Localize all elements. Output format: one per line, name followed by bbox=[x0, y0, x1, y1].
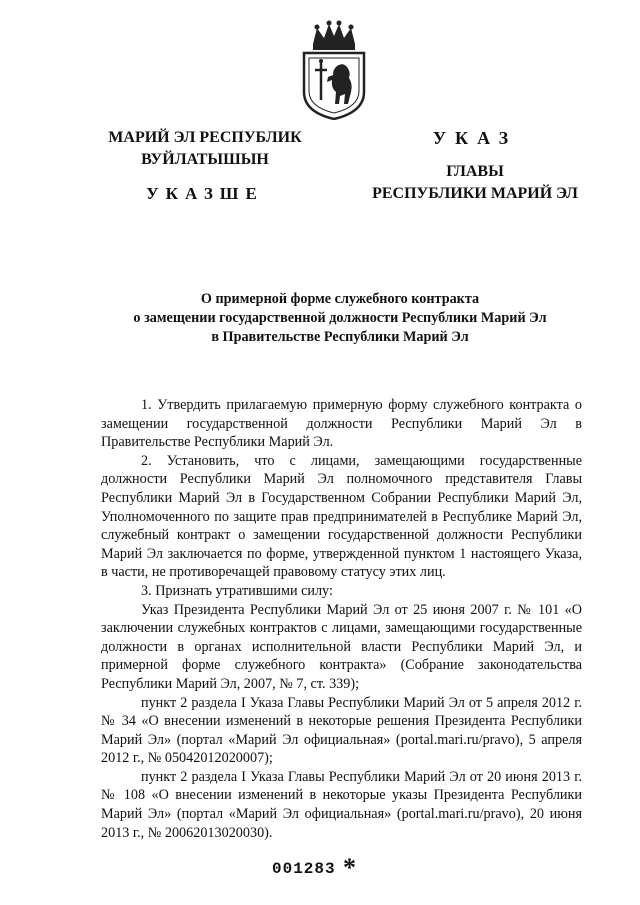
header-right-line3: РЕСПУБЛИКИ МАРИЙ ЭЛ bbox=[372, 185, 578, 202]
decree-title-line2: о замещении государственной должности Республики Марий Эл bbox=[133, 310, 547, 326]
decree-title-line3: в Правительстве Республики Марий Эл bbox=[211, 329, 469, 345]
paragraph-5: пункт 2 раздела I Указа Главы Республики Марий Эл от 5 апреля 2012 г. № 34 «О внесении изменений в некоторые решения Президента Республики Марий Эл» (портал «Марий Эл официальная» (portal.mari.ru/pravo), 5 апреля 2012 г., № 05042012020007); bbox=[101, 694, 582, 767]
paragraph-2: 2. Установить, что с лицами, замещающими государственные должности Республики Марий Эл полномочного представителя Главы Республики Марий Эл в Государственном Собрании Республики Марий Эл, Уполномоченного по защите прав предпринимателей в Республике Марий Эл, служебный контракт о замещении государственной должности Республики Марий Эл заключается по форме, утвержденной пунктом 1 настоящего Указа, в части, не противоречащей правовому статусу этих лиц. bbox=[101, 452, 582, 581]
header-left-line2: ВУЙЛАТЫШЫН bbox=[141, 151, 269, 168]
decree-title-line1: О примерной форме служебного контракта bbox=[200, 291, 480, 307]
header-left-title: УКАЗШЕ bbox=[146, 184, 264, 203]
mari-el-coat-of-arms-icon bbox=[299, 20, 369, 120]
star-mark: * bbox=[343, 853, 356, 882]
paragraph-1: 1. Утвердить прилагаемую примерную форму служебного контракта о замещении государственной должности Республики Марий Эл в Правительстве Республики Марий Эл. bbox=[101, 397, 582, 451]
header-right-block bbox=[360, 127, 590, 205]
header-left-line1: МАРИЙ ЭЛ РЕСПУБЛИК bbox=[108, 129, 302, 146]
header-right-line2: ГЛАВЫ bbox=[446, 163, 504, 180]
header-left-block bbox=[100, 127, 310, 205]
header-right-title: УКАЗ bbox=[432, 128, 518, 148]
document-number: 001283 bbox=[272, 860, 336, 878]
paragraph-3: 3. Признать утратившими силу: bbox=[141, 582, 333, 599]
paragraph-6: пункт 2 раздела I Указа Главы Республики Марий Эл от 20 июня 2013 г. № 108 «О внесении изменений в некоторые указы Президента Республики Марий Эл» (портал «Марий Эл официальная» (portal.mari.ru/pravo), 20 июня 2013 г., № 20062013020030). bbox=[101, 768, 582, 841]
paragraph-4: Указ Президента Республики Марий Эл от 25 июня 2007 г. № 101 «О заключении служебных контрактов с лицами, замещающими государственные должности в органах исполнительной власти Республики Марий Эл, и примерной форме служебного контракта» (Собрание законодательства Республики Марий Эл, 2007, № 7, ст. 339); bbox=[101, 601, 582, 692]
decree-body bbox=[101, 396, 582, 842]
decree-title bbox=[95, 290, 585, 347]
